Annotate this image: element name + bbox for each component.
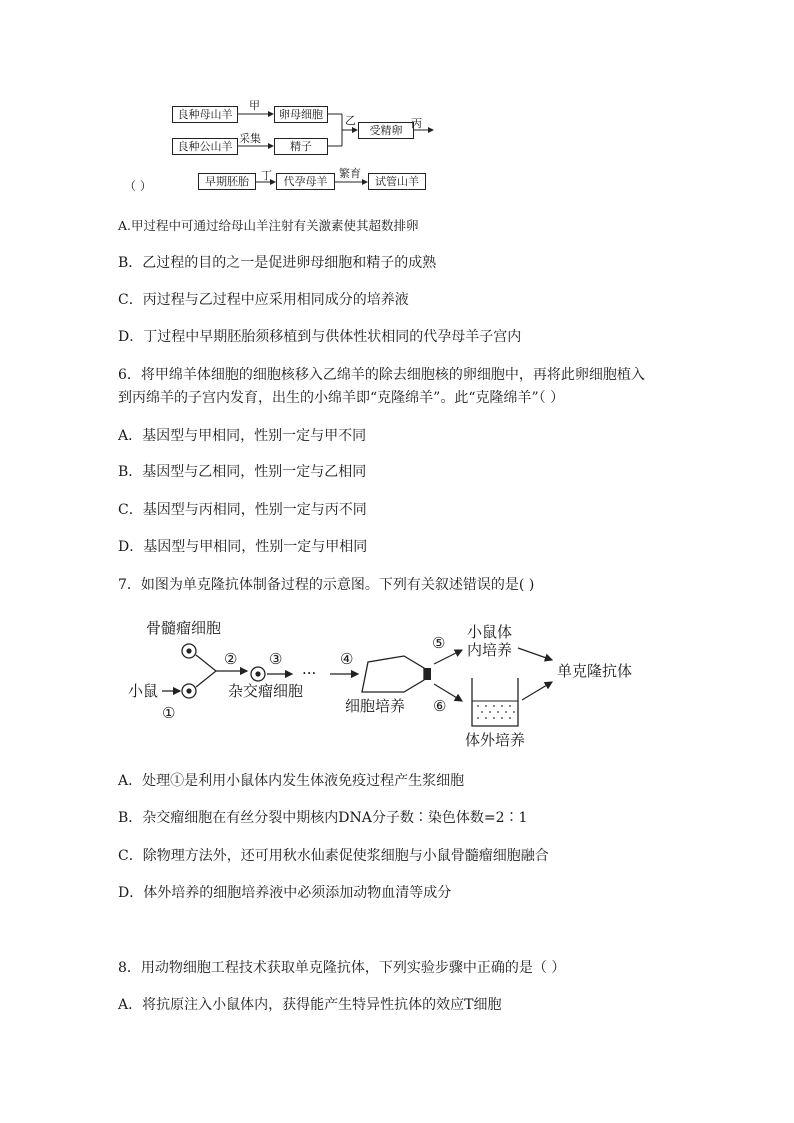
step-6-label: ⑥ (433, 697, 447, 715)
zygote-box: 受精卵 (358, 122, 414, 139)
oocyte-box: 卵母细胞 (274, 106, 328, 123)
q7-option-b: B．杂交瘤细胞在有丝分裂中期核内DNA分子数∶染色体数=2∶1 (118, 810, 528, 826)
q5-option-d: D．丁过程中早期胚胎须移植到与供体性状相同的代孕母羊子宫内 (118, 329, 522, 345)
q6-option-c: C．基因型与丙相同，性别一定与丙不同 (118, 502, 367, 518)
in-vitro-label: 体外培养 (465, 731, 526, 749)
q6-option-a: A．基因型与甲相同，性别一定与甲不同 (118, 428, 367, 444)
q5-answer-paren: （ ） (124, 179, 152, 193)
hybridoma-label: 杂交瘤细胞 (228, 682, 304, 700)
step-5-label: ⑤ (432, 634, 446, 652)
q7-option-d: D．体外培养的细胞培养液中必须添加动物血清等成分 (118, 885, 452, 901)
step-ding-label: 丁 (261, 169, 272, 182)
q7-stem: 7．如图为单克隆抗体制备过程的示意图。下列有关叙述错误的是( ) (118, 577, 535, 593)
mouse-label: 小鼠 (128, 682, 159, 700)
step-breed-label: 繁育 (339, 167, 361, 180)
q6-option-d: D．基因型与甲相同，性别一定与甲相同 (118, 539, 368, 555)
q6-stem-line1: 6．将甲绵羊体细胞的细胞核移入乙绵羊的除去细胞核的卵细胞中，再将此卵细胞植入 (118, 367, 645, 383)
in-vivo-label-1: 小鼠体 (467, 623, 513, 641)
q8-option-a: A．将抗原注入小鼠体内，获得能产生特异性抗体的效应T细胞 (118, 997, 502, 1013)
monoclonal-antibody-label: 单克隆抗体 (557, 662, 633, 680)
test-tube-goat-box: 试管山羊 (368, 173, 426, 190)
q7-option-a: A．处理①是利用小鼠体内发生体液免疫过程产生浆细胞 (118, 773, 465, 789)
q5-option-a: A.甲过程中可通过给母山羊注射有关激素使其超数排卵 (118, 218, 419, 233)
ellipsis-label: ··· (302, 664, 317, 682)
q7-option-c: C．除物理方法外，还可用秋水仙素促使浆细胞与小鼠骨髓瘤细胞融合 (118, 848, 549, 864)
in-vivo-label-2: 内培养 (467, 641, 513, 659)
q5-option-c: C．丙过程与乙过程中应采用相同成分的培养液 (118, 292, 409, 308)
step-yi-label: 乙 (345, 114, 356, 127)
myeloma-label: 骨髓瘤细胞 (146, 619, 222, 637)
q6-stem-line2: 到丙绵羊的子宫内发育，出生的小绵羊即“克隆绵羊”。此“克隆绵羊”（ ） (118, 390, 565, 406)
sperm-box: 精子 (274, 138, 328, 155)
step-3-label: ③ (269, 650, 283, 668)
surrogate-box: 代孕母羊 (276, 173, 335, 190)
q6-option-b: B．基因型与乙相同，性别一定与乙相同 (118, 464, 367, 480)
embryo-box: 早期胚胎 (198, 173, 256, 190)
step-1-label: ① (162, 704, 176, 722)
step-bing-label: 丙 (411, 117, 422, 130)
ewe-box: 良种母山羊 (172, 106, 238, 123)
step-4-label: ④ (340, 650, 354, 668)
q5-option-b: B．乙过程的目的之一是促进卵母细胞和精子的成熟 (118, 255, 437, 271)
ram-box: 良种公山羊 (172, 138, 238, 155)
q8-stem: 8．用动物细胞工程技术获取单克隆抗体，下列实验步骤中正确的是（ ） (118, 960, 566, 976)
step-collect-label: 采集 (239, 132, 261, 145)
step-jia-label: 甲 (249, 99, 260, 112)
cell-culture-label: 细胞培养 (345, 697, 406, 715)
step-2-label: ② (224, 650, 238, 668)
